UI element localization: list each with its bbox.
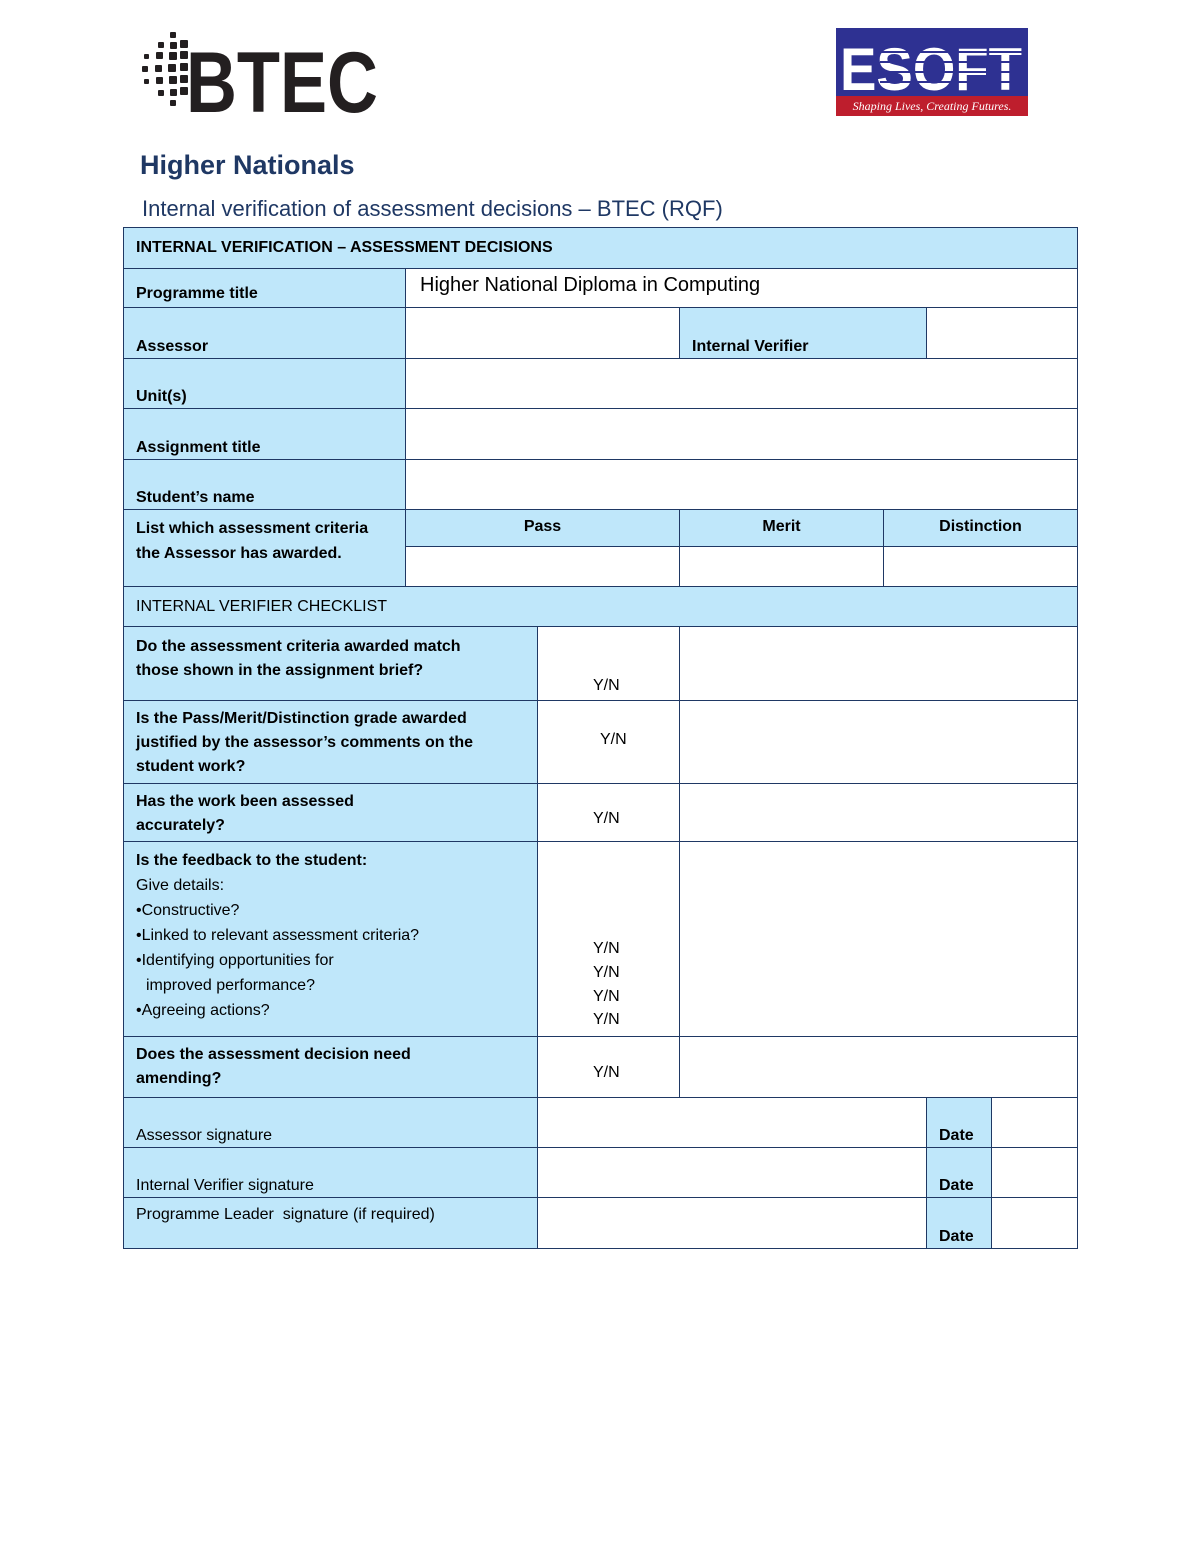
q5-yn: Y/N xyxy=(593,1064,620,1081)
assessor-label: Assessor xyxy=(136,338,209,355)
checklist-title: INTERNAL VERIFIER CHECKLIST xyxy=(136,598,388,615)
esoft-logo xyxy=(836,28,1028,116)
units-field[interactable] xyxy=(405,358,1078,409)
page-subtitle: Internal verification of assessment decisions – BTEC (RQF) xyxy=(142,196,723,221)
pl-signature-field[interactable] xyxy=(537,1197,927,1249)
pl-signature-label: Programme Leader signature xyxy=(136,1206,349,1223)
q3-line1: Has the work been assessed xyxy=(136,793,354,810)
pl-date-label-cell xyxy=(926,1197,992,1249)
student-name-field[interactable] xyxy=(405,459,1078,510)
checklist-q2-comment[interactable] xyxy=(679,700,1078,784)
q4-bullet-linked: •Linked to relevant assessment criteria? xyxy=(136,927,420,944)
q2-line2: justified by the assessor’s comments on the xyxy=(136,734,473,751)
assignment-title-field[interactable] xyxy=(405,408,1078,460)
assessor-date-field[interactable] xyxy=(991,1097,1078,1148)
iv-signature-field[interactable] xyxy=(537,1147,927,1198)
q1-yn: Y/N xyxy=(593,677,620,694)
q1-line1: Do the assessment criteria awarded match xyxy=(136,638,461,655)
checklist-q5-comment[interactable] xyxy=(679,1036,1078,1098)
checklist-q2-label xyxy=(123,700,538,784)
merit-criteria-field[interactable] xyxy=(679,546,884,587)
svg-text:Shaping Lives, Creating Future: Shaping Lives, Creating Futures. xyxy=(852,99,1012,113)
programme-title-label: Programme title xyxy=(136,285,258,302)
checklist-q1-label xyxy=(123,626,538,701)
pl-date-field[interactable] xyxy=(991,1197,1078,1249)
checklist-q4-label xyxy=(123,841,538,1037)
q4-bullet-opportunities-cont: improved performance? xyxy=(146,977,315,994)
internal-verifier-field[interactable] xyxy=(926,307,1078,359)
q1-line2: those shown in the assignment brief? xyxy=(136,662,424,679)
programme-title-label-cell xyxy=(123,268,406,308)
pass-criteria-field[interactable] xyxy=(405,546,680,587)
merit-header xyxy=(679,509,884,547)
q4-line1: Is the feedback to the student: xyxy=(136,852,368,869)
assignment-title-label-cell xyxy=(123,408,406,460)
q4-yn-3: Y/N xyxy=(593,988,620,1005)
iv-date-label-cell xyxy=(926,1147,992,1198)
checklist-q1-comment[interactable] xyxy=(679,626,1078,701)
distinction-header-label: Distinction xyxy=(939,518,1022,535)
programme-title-field[interactable] xyxy=(405,268,1078,308)
student-name-label: Student’s name xyxy=(136,489,255,506)
q2-yn: Y/N xyxy=(600,731,627,748)
assessor-label-cell xyxy=(123,307,406,359)
q3-line2: accurately? xyxy=(136,817,225,834)
assessor-date-label: Date xyxy=(939,1127,974,1144)
programme-title-value: Higher National Diploma in Computing xyxy=(420,274,761,296)
q4-line2: Give details: xyxy=(136,877,225,894)
q4-bullet-constructive: •Constructive? xyxy=(136,902,240,919)
checklist-q4-comment[interactable] xyxy=(679,841,1078,1037)
q4-bullet-actions: •Agreeing actions? xyxy=(136,1002,270,1019)
iv-signature-label-cell xyxy=(123,1147,538,1198)
q2-line1: Is the Pass/Merit/Distinction grade awarded xyxy=(136,710,467,727)
iv-signature-label: Internal Verifier signature xyxy=(136,1177,314,1194)
checklist-q2-answer[interactable] xyxy=(537,700,680,784)
assessor-date-label-cell xyxy=(926,1097,992,1148)
pass-header xyxy=(405,509,680,547)
pl-date-label: Date xyxy=(939,1228,974,1245)
q4-yn-2: Y/N xyxy=(593,964,620,981)
assessor-field[interactable] xyxy=(405,307,680,359)
q3-yn: Y/N xyxy=(593,810,620,827)
checklist-q4-answer[interactable] xyxy=(537,841,680,1037)
assignment-title-label: Assignment title xyxy=(136,439,261,456)
checklist-q3-answer[interactable] xyxy=(537,783,680,842)
units-label: Unit(s) xyxy=(136,388,187,405)
q2-line3: student work? xyxy=(136,758,246,775)
checklist-q5-label xyxy=(123,1036,538,1098)
pass-header-label: Pass xyxy=(523,518,562,535)
merit-header-label: Merit xyxy=(762,518,801,535)
q5-line2: amending? xyxy=(136,1070,222,1087)
criteria-label-cell xyxy=(123,509,406,587)
criteria-label-line1: List which assessment criteria xyxy=(136,520,369,537)
pl-signature-label-wrap xyxy=(136,1206,435,1224)
section-title: INTERNAL VERIFICATION – ASSESSMENT DECISIONS xyxy=(136,239,553,256)
pl-signature-label-cell xyxy=(123,1197,538,1249)
btec-logo xyxy=(138,28,383,131)
checklist-q3-comment[interactable] xyxy=(679,783,1078,842)
assessor-signature-label: Assessor signature xyxy=(136,1127,273,1144)
q4-bullet-opportunities: •Identifying opportunities for xyxy=(136,952,334,969)
verification-form xyxy=(123,227,1078,1249)
assessor-signature-label-cell xyxy=(123,1097,538,1148)
checklist-q1-answer[interactable] xyxy=(537,626,680,701)
student-name-label-cell xyxy=(123,459,406,510)
internal-verifier-label-cell xyxy=(679,307,927,359)
internal-verifier-label: Internal Verifier xyxy=(692,338,809,355)
criteria-label-line2: the Assessor has awarded. xyxy=(136,545,342,562)
q5-line1: Does the assessment decision need xyxy=(136,1046,411,1063)
page-title: Higher Nationals xyxy=(140,150,355,180)
svg-text:ESOFT: ESOFT xyxy=(840,36,1022,103)
checklist-q3-label xyxy=(123,783,538,842)
assessor-signature-field[interactable] xyxy=(537,1097,927,1148)
distinction-criteria-field[interactable] xyxy=(883,546,1078,587)
q4-yn-1: Y/N xyxy=(593,940,620,957)
q4-yn-4: Y/N xyxy=(593,1011,620,1028)
section-header xyxy=(123,227,1078,269)
units-label-cell xyxy=(123,358,406,409)
checklist-q5-answer[interactable] xyxy=(537,1036,680,1098)
iv-date-field[interactable] xyxy=(991,1147,1078,1198)
distinction-header xyxy=(883,509,1078,547)
iv-date-label: Date xyxy=(939,1177,974,1194)
svg-text:BTEC: BTEC xyxy=(186,35,378,131)
checklist-header xyxy=(123,586,1078,627)
pl-signature-note: (if required) xyxy=(353,1206,435,1223)
